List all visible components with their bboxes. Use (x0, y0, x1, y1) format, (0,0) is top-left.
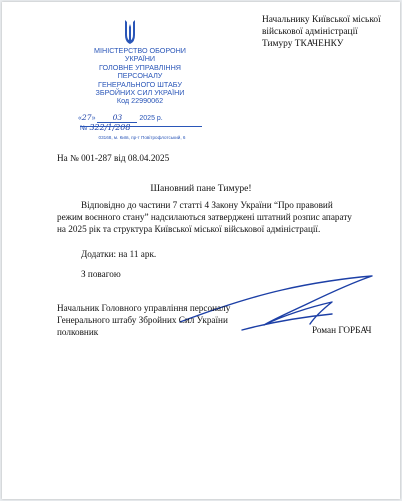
signatory-title-1: Начальник Головного управління персоналу (57, 303, 231, 313)
enclosure-line: Додатки: на 11 арк. (81, 249, 157, 259)
trident-emblem-icon (124, 18, 136, 46)
reference-line: На № 001-287 від 08.04.2025 (57, 153, 170, 163)
stamp-line-4: ПЕРСОНАЛУ (117, 71, 163, 81)
signatory-name: Роман ГОРБАЧ (312, 325, 372, 335)
stamp-code: Код 22990062 (116, 96, 164, 106)
addressee-line-3: Тимуру ТКАЧЕНКУ (262, 39, 344, 49)
stamp-line-1: МІНІСТЕРСТВО ОБОРОНИ (94, 46, 186, 55)
greeting: Шановний пане Тимуре! (150, 183, 252, 194)
stamp-number-value: 322/1/208 (89, 123, 131, 132)
stamp-date-day: 27 (81, 113, 92, 122)
stamp-line-2: УКРАЇНИ (124, 54, 156, 64)
signatory-title-2: Генерального штабу Збройних Сил України (57, 315, 228, 325)
stamp-line-5: ГЕНЕРАЛЬНОГО ШТАБУ (98, 79, 182, 89)
stamp-number (80, 123, 204, 132)
body-paragraph: Відповідно до частини 7 статті 4 Закону України “Про правовий режим воєнного стану” надсилаються затверджені штатний розпис апарату на 2025 рік та структура Київської міської військової адміністрації. (57, 200, 352, 234)
stamp-address: 03168, м. Київ, пр-т Повітрофлотський, 6 (98, 135, 186, 140)
stamp-date-year: 2025 р. (139, 115, 163, 122)
stamp-line-3: ГОЛОВНЕ УПРАВЛІННЯ (99, 62, 181, 72)
closing-line: З повагою (81, 269, 121, 279)
stamp-date-close-quote: » (91, 115, 96, 122)
stamp-divider (80, 126, 202, 127)
stamp-line-6: ЗБРОЙНИХ СИЛ УКРАЇНИ (95, 88, 185, 98)
letter-page (2, 2, 400, 499)
stamp-date-open-quote: « (78, 115, 82, 122)
signatory-block (57, 302, 230, 338)
stamp-date-month: 03 (112, 113, 123, 122)
stamp-date (78, 113, 208, 123)
stamp-number-label: № (80, 125, 88, 132)
ministry-stamp (80, 47, 200, 106)
stamp-date-month-field (97, 113, 137, 123)
signatory-rank: полковник (57, 327, 99, 337)
addressee-line-2: військової адміністрації (262, 27, 358, 37)
addressee-block (262, 14, 400, 50)
addressee-line-1: Начальнику Київської міської (262, 15, 381, 25)
